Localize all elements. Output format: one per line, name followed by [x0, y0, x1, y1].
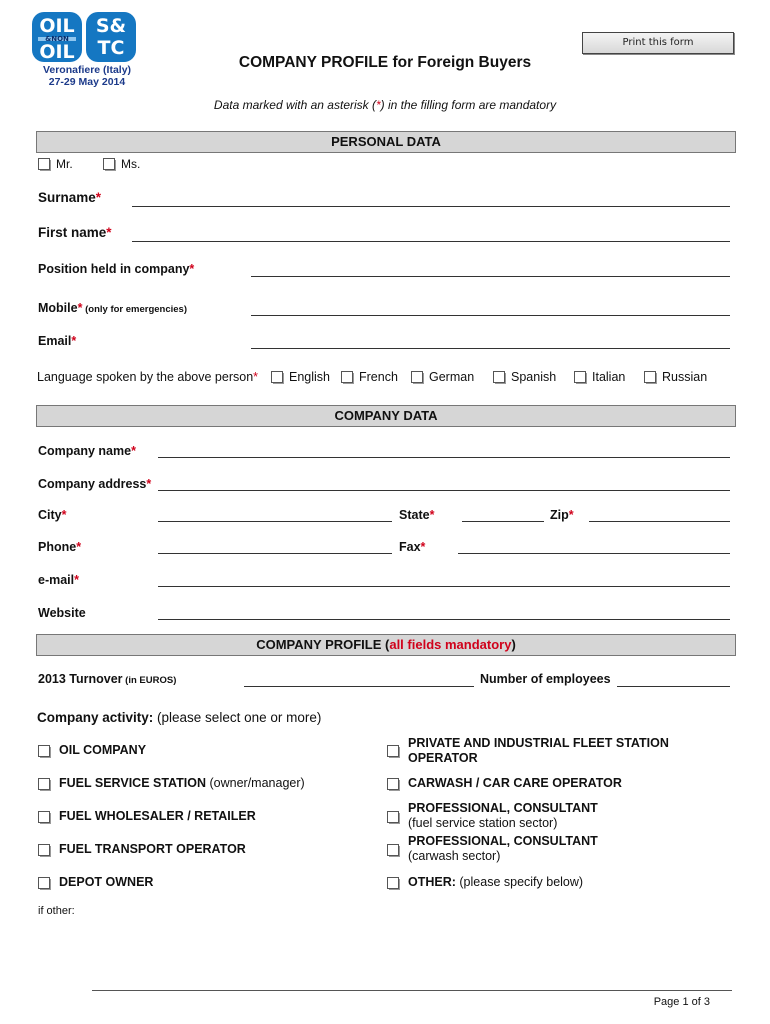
page-title: COMPANY PROFILE for Foreign Buyers: [238, 54, 532, 71]
turnover-note: (in EUROS): [122, 675, 177, 686]
label-text: e-mail: [38, 573, 75, 587]
french-checkbox[interactable]: [341, 371, 354, 384]
website-label: Website: [38, 606, 86, 620]
logo-dates: 27-29 May 2014: [48, 76, 126, 88]
ms-label: Ms.: [121, 157, 141, 171]
if-other-label: if other:: [38, 905, 75, 917]
spanish-label: Spanish: [511, 370, 557, 384]
english-label: English: [289, 370, 330, 384]
label-note: (please specify below): [455, 875, 584, 889]
fuel-service-station-label: [59, 776, 305, 791]
company-address-label: [38, 477, 151, 491]
logo-venue: Veronafiere (Italy): [42, 64, 132, 76]
turnover-field[interactable]: [244, 686, 474, 687]
required-asterisk: *: [189, 262, 195, 276]
consultant-carwash-checkbox[interactable]: [387, 844, 400, 857]
consultant-carwash-label: [408, 834, 598, 864]
mandatory-note: [0, 98, 770, 112]
company-activity-label: [37, 710, 321, 725]
logo-text: OIL: [39, 41, 75, 63]
mobile-note: (only for emergencies): [82, 304, 187, 315]
mr-label: Mr.: [56, 157, 73, 171]
company-email-field[interactable]: [158, 586, 730, 587]
fuel-wholesaler-checkbox[interactable]: [38, 811, 51, 824]
label-text: 2013 Turnover: [38, 672, 123, 686]
required-asterisk: *: [253, 370, 259, 384]
russian-label: Russian: [662, 370, 708, 384]
mobile-label: [38, 301, 187, 315]
zip-field[interactable]: [589, 521, 730, 522]
fleet-station-label: [408, 736, 669, 766]
label-text: Company activity:: [37, 710, 154, 725]
fuel-wholesaler-label: [59, 809, 256, 824]
required-asterisk: *: [429, 508, 435, 522]
section-text: COMPANY PROFILE (: [256, 637, 390, 652]
label-text: Position held in company: [38, 262, 190, 276]
label-text: CARWASH / CAR CARE OPERATOR: [408, 776, 622, 790]
german-checkbox[interactable]: [411, 371, 424, 384]
fuel-service-station-checkbox[interactable]: [38, 778, 51, 791]
company-email-label: [38, 573, 79, 587]
logo-text: &NON: [38, 37, 76, 41]
label-text: PRIVATE AND INDUSTRIAL FLEET STATION: [408, 736, 669, 750]
mobile-field[interactable]: [251, 315, 730, 316]
italian-checkbox[interactable]: [574, 371, 587, 384]
spanish-checkbox[interactable]: [493, 371, 506, 384]
activity-note: (please select one or more): [153, 710, 322, 725]
label-text: Company name: [38, 444, 132, 458]
fax-field[interactable]: [458, 553, 730, 554]
position-field[interactable]: [251, 276, 730, 277]
section-mandatory-note: all fields mandatory: [389, 637, 512, 652]
label-text: State: [399, 508, 430, 522]
required-asterisk: *: [131, 444, 136, 458]
label-note: (fuel service station sector): [408, 816, 558, 830]
note-text: ) in the filling form are mandatory: [380, 98, 557, 112]
label-text: Zip: [550, 508, 569, 522]
surname-field[interactable]: [132, 206, 730, 207]
logo-text: S&: [95, 15, 127, 37]
fax-label: [399, 540, 425, 554]
italian-label: Italian: [592, 370, 626, 384]
other-checkbox[interactable]: [387, 877, 400, 890]
company-name-field[interactable]: [158, 457, 730, 458]
carwash-operator-label: [408, 776, 622, 791]
section-company-data: COMPANY DATA: [36, 405, 736, 427]
label-text: Language spoken by the above person: [37, 370, 254, 384]
english-checkbox[interactable]: [271, 371, 284, 384]
note-text: Data marked with an asterisk (: [213, 98, 376, 112]
label-note: (carwash sector): [408, 849, 501, 863]
city-label: [38, 508, 67, 522]
email-label: [38, 334, 76, 348]
required-asterisk: *: [74, 573, 80, 587]
logo-text: OIL: [39, 15, 75, 37]
consultant-fuel-checkbox[interactable]: [387, 811, 400, 824]
state-field[interactable]: [462, 521, 544, 522]
if-other-field[interactable]: [36, 920, 732, 980]
note-asterisk: *: [375, 98, 381, 112]
label-text: Company address: [38, 477, 147, 491]
required-asterisk: *: [95, 190, 102, 205]
required-asterisk: *: [420, 540, 426, 554]
fuel-transport-label: [59, 842, 246, 857]
german-label: German: [429, 370, 475, 384]
section-text: ): [511, 637, 516, 652]
label-text: OTHER:: [408, 875, 456, 889]
french-label: French: [359, 370, 398, 384]
footer-divider: [92, 990, 732, 991]
event-logo: [28, 12, 140, 92]
other-label: [408, 875, 583, 890]
required-asterisk: *: [71, 334, 77, 348]
required-asterisk: *: [76, 540, 82, 554]
label-text: PROFESSIONAL, CONSULTANT: [408, 801, 598, 815]
consultant-fuel-label: [408, 801, 598, 831]
carwash-operator-checkbox[interactable]: [387, 778, 400, 791]
first-name-label: [38, 225, 112, 240]
label-text: OIL COMPANY: [59, 743, 147, 757]
label-text: FUEL SERVICE STATION: [59, 776, 207, 790]
zip-label: [550, 508, 574, 522]
ms-checkbox[interactable]: [103, 158, 116, 171]
surname-label: [38, 190, 101, 205]
position-label: [38, 262, 194, 276]
label-text: FUEL TRANSPORT OPERATOR: [59, 842, 246, 856]
label-text: Phone: [38, 540, 77, 554]
oil-company-label: [59, 743, 146, 758]
required-asterisk: *: [146, 477, 152, 491]
state-label: [399, 508, 434, 522]
page-number: Page 1 of 3: [653, 996, 710, 1008]
label-text: FUEL WHOLESALER / RETAILER: [59, 809, 256, 823]
company-name-label: [38, 444, 136, 458]
oil-company-checkbox[interactable]: [38, 745, 51, 758]
russian-checkbox[interactable]: [644, 371, 657, 384]
label-text: Email: [38, 334, 72, 348]
required-asterisk: *: [61, 508, 67, 522]
employees-label: Number of employees: [480, 672, 611, 686]
label-text: DEPOT OWNER: [59, 875, 154, 889]
language-label: [37, 370, 258, 384]
email-field[interactable]: [251, 348, 730, 349]
required-asterisk: *: [568, 508, 574, 522]
label-text: Surname: [38, 190, 96, 205]
company-address-field[interactable]: [158, 490, 730, 491]
employees-field[interactable]: [617, 686, 730, 687]
section-company-profile: [36, 634, 736, 656]
logo-text: TC: [97, 37, 125, 59]
section-personal-data: PERSONAL DATA: [36, 131, 736, 153]
fuel-transport-checkbox[interactable]: [38, 844, 51, 857]
city-field[interactable]: [158, 521, 392, 522]
depot-owner-label: [59, 875, 153, 890]
label-text: PROFESSIONAL, CONSULTANT: [408, 834, 598, 848]
first-name-field[interactable]: [132, 241, 730, 242]
fleet-station-checkbox[interactable]: [387, 745, 400, 758]
print-form-button[interactable]: Print this form: [582, 32, 734, 54]
turnover-label: [38, 672, 176, 686]
mr-checkbox[interactable]: [38, 158, 51, 171]
website-field[interactable]: [158, 619, 730, 620]
phone-field[interactable]: [158, 553, 392, 554]
label-text: City: [38, 508, 62, 522]
label-text: OPERATOR: [408, 751, 478, 765]
label-text: Mobile: [38, 301, 78, 315]
depot-owner-checkbox[interactable]: [38, 877, 51, 890]
phone-label: [38, 540, 81, 554]
label-text: First name: [38, 225, 107, 240]
required-asterisk: *: [77, 301, 83, 315]
required-asterisk: *: [106, 225, 112, 240]
label-text: Fax: [399, 540, 421, 554]
label-note: (owner/manager): [206, 776, 305, 790]
